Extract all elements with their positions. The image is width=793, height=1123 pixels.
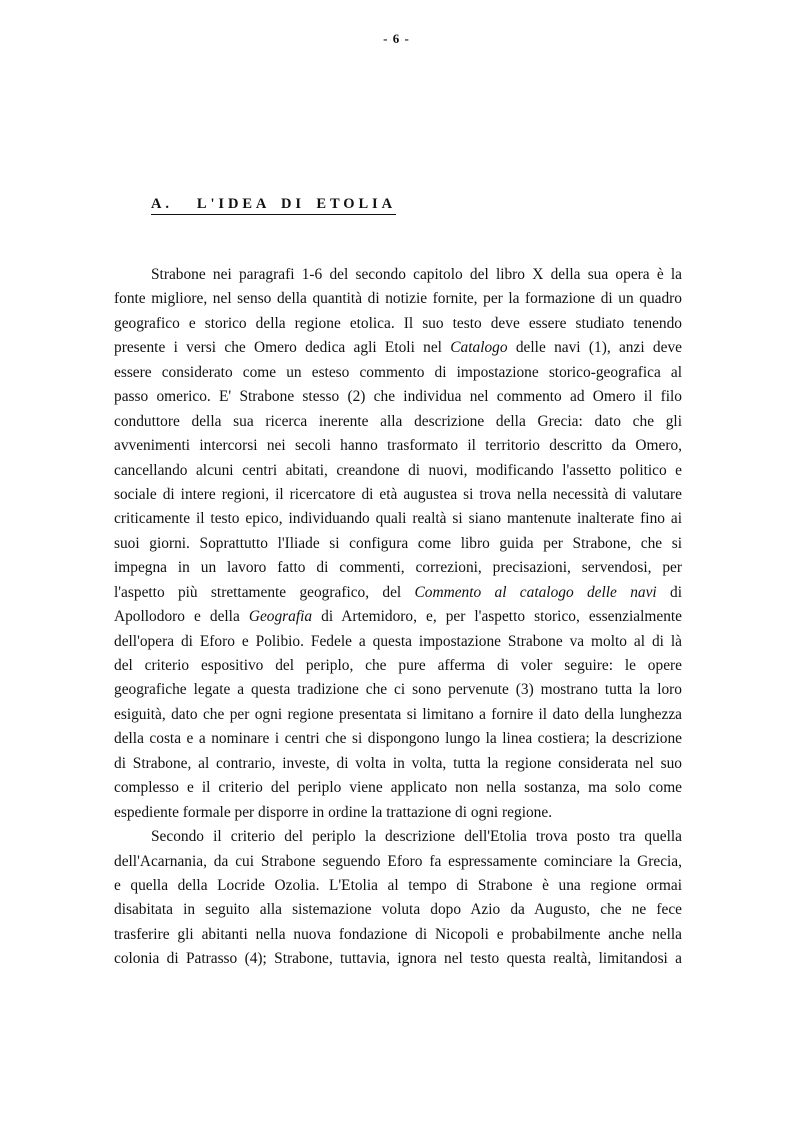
text-line: cancellando alcuni centri abitati, creandone di nuovi, modificando l'assetto politico e <box>114 461 682 479</box>
paragraph <box>114 263 682 825</box>
text-line: geografiche legate a questa tradizione che ci sono pervenute (3) mostrano tutta la loro <box>114 681 682 699</box>
text-line: passo omerico. E' Strabone stesso (2) che individua nel commento ad Omero il filo <box>114 388 682 406</box>
text-line: del criterio espositivo del periplo, che pure afferma di voler seguire: le opere <box>114 657 682 674</box>
text-line: dell'Acarnania, da cui Strabone seguendo Eforo fa espressamente cominciare la Grecia, <box>114 852 682 870</box>
text-line: complesso e il criterio del periplo viene applicato non nella sostanza, ma solo come <box>114 779 682 797</box>
paragraph <box>114 825 682 972</box>
italic-title: Catalogo <box>450 339 508 357</box>
text-line: e quella della Locride Ozolia. L'Etolia al tempo di Strabone è una regione ormai <box>114 876 682 894</box>
text-line: essere considerato come un esteso commento di impostazione storico-geografica al <box>114 363 682 381</box>
text-line: Apollodoro e della Geografia di Artemidoro, e, per l'aspetto storico, essenzialmente <box>114 608 682 626</box>
text-line: Secondo il criterio del periplo la descrizione dell'Etolia trova posto tra quella <box>151 828 682 846</box>
text-line: trasferire gli abitanti nella nuova fondazione di Nicopoli e probabilmente anche nella <box>114 925 682 943</box>
text-line: di Strabone, al contrario, investe, di volta in volta, tutta la regione considerata nel suo <box>114 754 682 772</box>
text-line: conduttore della sua ricerca inerente alla descrizione della Grecia: dato che gli <box>114 412 682 430</box>
italic-title: Geografia <box>248 608 313 626</box>
page-number: - 6 - <box>383 31 410 46</box>
text-line: esiguità, dato che per ogni regione presentata si limitano a fornire il dato della lunghezza <box>114 705 682 723</box>
section-title: L'IDEA DI ETOLIA <box>196 196 396 212</box>
text-line: della costa e a nominare i centri che si dispongono lungo la linea costiera; la descrizione <box>114 730 682 748</box>
text-line: colonia di Patrasso (4); Strabone, tuttavia, ignora nel testo questa realtà, limitandosi a <box>114 950 682 968</box>
italic-title: Commento al catalogo delle navi <box>414 583 657 601</box>
text-line: geografico e storico della regione etolica. Il suo testo deve essere studiato tenendo <box>114 314 682 332</box>
text-line: Strabone nei paragrafi 1-6 del secondo capitolo del libro X della sua opera è la <box>151 266 682 283</box>
text-line: impegna in un lavoro fatto di commenti, correzioni, precisazioni, servendosi, per <box>114 559 682 577</box>
text-line: presente i versi che Omero dedica agli Etoli nel Catalogo delle navi (1), anzi deve <box>114 339 682 357</box>
body-text <box>114 263 682 972</box>
text-line: espediente formale per disporre in ordine la trattazione di ogni regione. <box>114 803 553 821</box>
text-line: l'aspetto più strettamente geografico, del Commento al catalogo delle navi di <box>114 583 682 601</box>
text-line: avvenimenti intercorsi nei secoli hanno trasformato il territorio descritto da Omero, <box>114 437 682 455</box>
text-line: disabitata in seguito alla sistemazione voluta dopo Azio da Augusto, che ne fece <box>114 901 682 919</box>
section-letter: A. <box>151 196 173 212</box>
section-heading <box>151 196 396 215</box>
text-line: dell'opera di Eforo e Polibio. Fedele a questa impostazione Strabone va molto al di là <box>114 632 682 650</box>
text-line: suoi giorni. Soprattutto l'Iliade si configura come libro guida per Strabone, che si <box>114 534 682 552</box>
text-line: fonte migliore, nel senso della quantità di notizie fornite, per la formazione di un quadro <box>114 290 682 308</box>
text-line: sociale di intere regioni, il ricercatore di età augustea si trova nella necessità di valutare <box>114 485 682 503</box>
text-line: criticamente il testo epico, individuando quali realtà si siano mantenute inalterate fino ai <box>114 510 682 528</box>
